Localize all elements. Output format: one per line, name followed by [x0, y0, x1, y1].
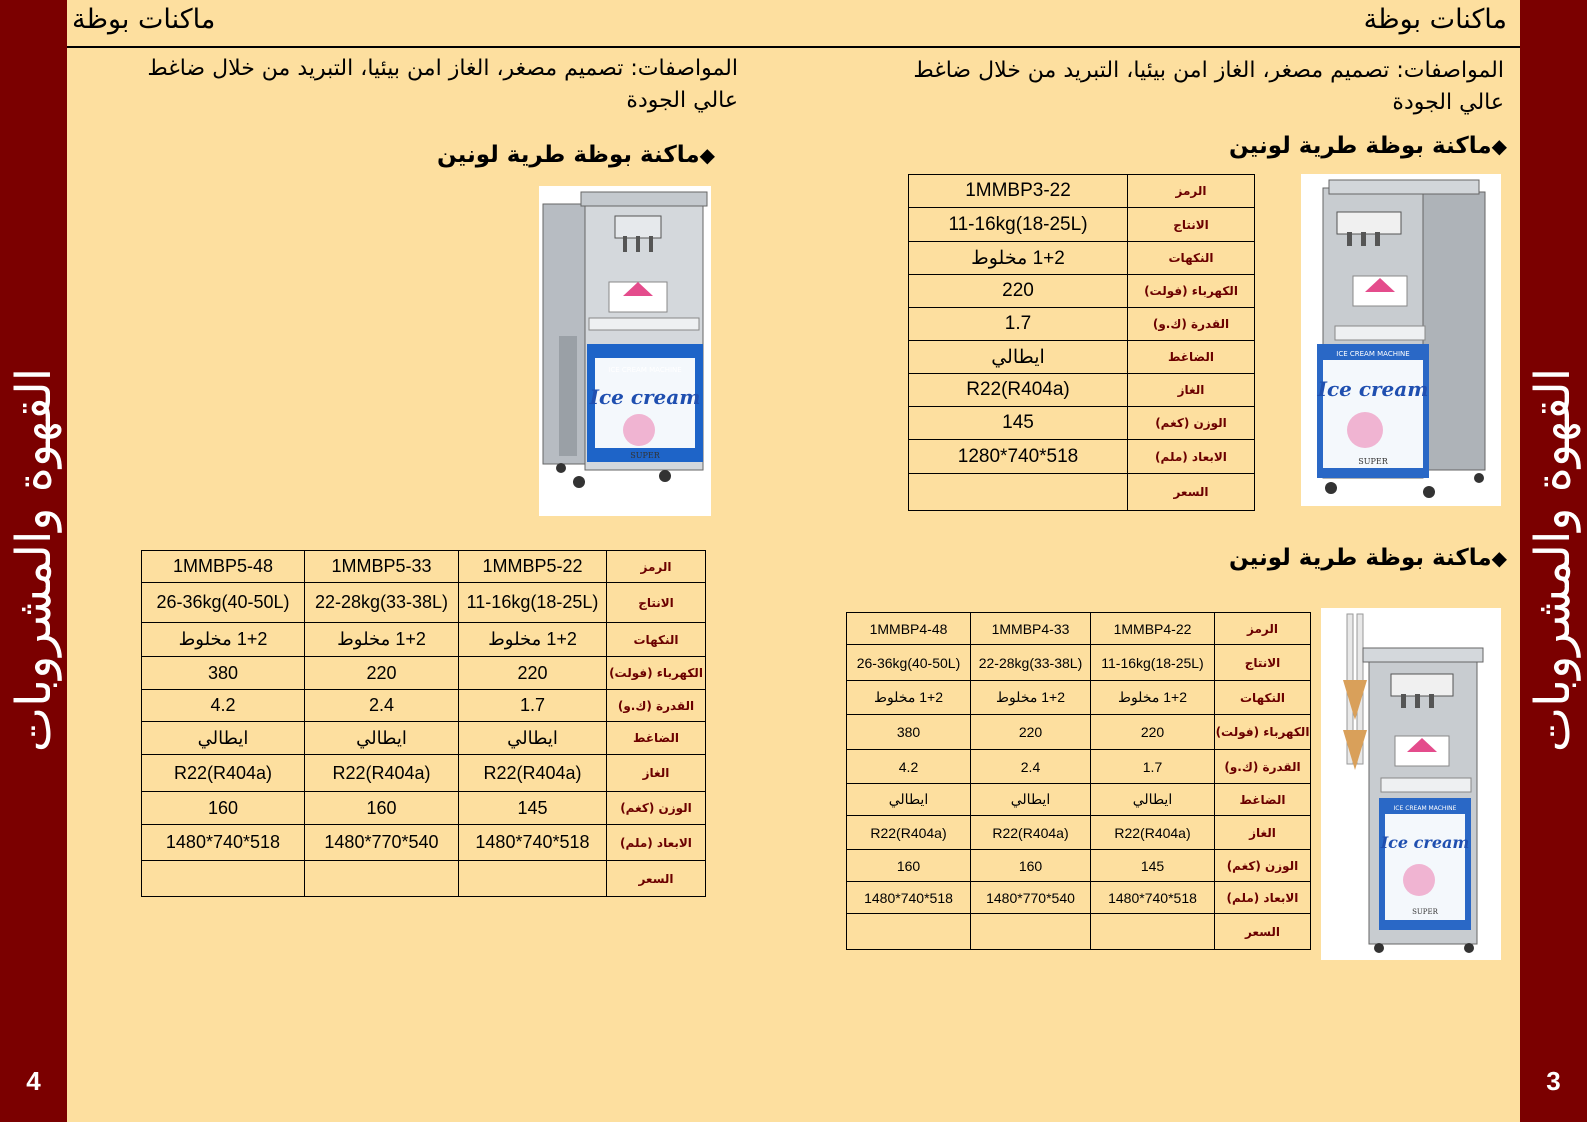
spec-table-bp4 [846, 612, 1311, 950]
header-rule [67, 46, 1520, 48]
table-cell: 518*740*1280 [909, 440, 1128, 474]
row-label: الابعاد (ملم) [607, 825, 706, 861]
product-image-bp5 [539, 186, 711, 516]
table-cell [1091, 914, 1215, 950]
table-cell: ايطالي [971, 784, 1091, 816]
table-row [909, 308, 1255, 341]
table-row [142, 551, 706, 583]
row-label: النكهات [1215, 681, 1311, 715]
table-cell: ايطالي [1091, 784, 1215, 816]
row-label: الكهرباء (فولت) [607, 657, 706, 690]
table-cell: 11-16kg(18-25L) [459, 583, 607, 623]
table-cell: ايطالي [459, 722, 607, 755]
table-row [909, 474, 1255, 511]
ice-cream-machine-icon [1321, 608, 1501, 960]
table-cell: R22(R404a) [142, 755, 305, 792]
spec-text-left: المواصفات: تصميم مصغر، الغاز امن بيئيا، التبريد من خلال ضاغط عالي الجودة [147, 56, 738, 113]
row-label: الضاغط [607, 722, 706, 755]
table-cell: 4.2 [142, 690, 305, 722]
row-label: الوزن (كغم) [1128, 407, 1255, 440]
header-title-right: ماكنات بوظة [1363, 4, 1507, 35]
row-label: الغاز [607, 755, 706, 792]
header-title-left: ماكنات بوظة [72, 4, 216, 35]
table-cell: 22-28kg(33-38L) [305, 583, 459, 623]
table-cell: 1+2 مخلوط [1091, 681, 1215, 715]
table-cell: 1+2 مخلوط [847, 681, 971, 715]
svg-text:SUPER: SUPER [1358, 457, 1388, 466]
table-cell: 1+2 مخلوط [971, 681, 1091, 715]
diamond-icon: ◆ [1491, 134, 1507, 158]
table-cell: ايطالي [909, 341, 1128, 374]
table-cell: R22(R404a) [847, 816, 971, 850]
table-cell: 1+2 مخلوط [459, 623, 607, 657]
table-cell: ايطالي [305, 722, 459, 755]
table-cell: R22(R404a) [459, 755, 607, 792]
page-number-left: 4 [26, 1066, 41, 1096]
svg-text:Ice cream: Ice cream [1380, 833, 1470, 852]
table-cell: 220 [459, 657, 607, 690]
spec-text-right: المواصفات: تصميم مصغر، الغاز امن بيئيا، التبريد من خلال ضاغط عالي الجودة [913, 58, 1504, 115]
row-label: القدرة (ك.و) [607, 690, 706, 722]
row-label: السعر [607, 861, 706, 897]
diamond-icon: ◆ [699, 143, 715, 167]
table-cell: R22(R404a) [305, 755, 459, 792]
section-title-left: ◆ماكنة بوظة طرية لونين [436, 142, 715, 168]
table-cell: 1.7 [459, 690, 607, 722]
ice-cream-machine-icon [539, 186, 711, 516]
table-cell: 518*740*1480 [1091, 882, 1215, 914]
table-cell: 22-28kg(33-38L) [971, 645, 1091, 681]
table-cell: 518*740*1480 [142, 825, 305, 861]
table-cell [971, 914, 1091, 950]
table-cell: R22(R404a) [1091, 816, 1215, 850]
table-cell: 540*770*1480 [305, 825, 459, 861]
table-cell: 2.4 [305, 690, 459, 722]
table-cell: R22(R404a) [971, 816, 1091, 850]
svg-text:Ice cream: Ice cream [1317, 377, 1429, 401]
table-row [142, 722, 706, 755]
table-cell: 160 [847, 850, 971, 882]
row-label: الانتاج [1128, 208, 1255, 242]
table-row [909, 407, 1255, 440]
table-cell: 160 [305, 792, 459, 825]
row-label: الضاغط [1215, 784, 1311, 816]
table-row [847, 681, 1311, 715]
table-cell: 1MMBP3-22 [909, 175, 1128, 208]
product-image-bp4 [1321, 608, 1501, 960]
row-label: الرمز [1215, 613, 1311, 645]
table-cell: 1.7 [1091, 750, 1215, 784]
row-label: الرمز [607, 551, 706, 583]
table-cell: 220 [1091, 715, 1215, 750]
diamond-icon: ◆ [1491, 546, 1507, 570]
svg-text:ICE CREAM MACHINE: ICE CREAM MACHINE [1336, 350, 1410, 358]
table-row [847, 784, 1311, 816]
table-cell [847, 914, 971, 950]
table-cell: 160 [142, 792, 305, 825]
table-cell: 1MMBP4-48 [847, 613, 971, 645]
svg-text:ICE CREAM MACHINE: ICE CREAM MACHINE [1393, 805, 1457, 812]
table-cell: 160 [971, 850, 1091, 882]
table-row [847, 816, 1311, 850]
table-cell: 26-36kg(40-50L) [847, 645, 971, 681]
section-title-right-top: ◆ماكنة بوظة طرية لونين [1228, 133, 1507, 159]
table-cell: ايطالي [142, 722, 305, 755]
table-cell: 1MMBP5-22 [459, 551, 607, 583]
table-row [909, 275, 1255, 308]
table-cell: 220 [971, 715, 1091, 750]
spec-table-bp5 [141, 550, 706, 897]
row-label: النكهات [1128, 242, 1255, 275]
row-label: الكهرباء (فولت) [1215, 715, 1311, 750]
table-cell: 518*740*1480 [847, 882, 971, 914]
section-title-right-bottom: ◆ماكنة بوظة طرية لونين [1228, 545, 1507, 571]
svg-text:Ice cream: Ice cream [589, 385, 701, 409]
table-row [909, 242, 1255, 275]
row-label: القدرة (ك.و) [1128, 308, 1255, 341]
table-cell: 2.4 [971, 750, 1091, 784]
table-row [909, 208, 1255, 242]
table-cell: ايطالي [847, 784, 971, 816]
row-label: الانتاج [607, 583, 706, 623]
table-cell: 1+2 مخلوط [305, 623, 459, 657]
row-label: السعر [1128, 474, 1255, 511]
table-cell: 4.2 [847, 750, 971, 784]
row-label: الوزن (كغم) [1215, 850, 1311, 882]
table-cell: 540*770*1480 [971, 882, 1091, 914]
table-row [142, 861, 706, 897]
table-row [847, 850, 1311, 882]
table-row [142, 623, 706, 657]
row-label: الضاغط [1128, 341, 1255, 374]
table-cell: 11-16kg(18-25L) [909, 208, 1128, 242]
table-cell: 145 [1091, 850, 1215, 882]
table-cell [305, 861, 459, 897]
svg-text:ICE CREAM MACHINE: ICE CREAM MACHINE [608, 366, 682, 374]
table-row [909, 341, 1255, 374]
table-row [142, 792, 706, 825]
table-cell: 26-36kg(40-50L) [142, 583, 305, 623]
table-row [847, 882, 1311, 914]
table-cell: R22(R404a) [909, 374, 1128, 407]
table-cell: 518*740*1480 [459, 825, 607, 861]
table-cell: 380 [142, 657, 305, 690]
table-cell: 1.7 [909, 308, 1128, 341]
row-label: الوزن (كغم) [607, 792, 706, 825]
table-row [909, 175, 1255, 208]
spec-table-bp3 [908, 174, 1255, 511]
table-row [847, 645, 1311, 681]
product-image-bp3 [1301, 174, 1501, 506]
table-cell: 1MMBP4-22 [1091, 613, 1215, 645]
table-cell: 145 [459, 792, 607, 825]
ice-cream-machine-icon [1301, 174, 1501, 506]
table-cell [909, 474, 1128, 511]
row-label: السعر [1215, 914, 1311, 950]
table-row [142, 583, 706, 623]
table-cell: 11-16kg(18-25L) [1091, 645, 1215, 681]
table-row [142, 690, 706, 722]
table-row [847, 750, 1311, 784]
table-cell: 1+2 مخلوط [142, 623, 305, 657]
table-cell: 220 [909, 275, 1128, 308]
row-label: النكهات [607, 623, 706, 657]
table-cell: 1+2 مخلوط [909, 242, 1128, 275]
table-cell: 380 [847, 715, 971, 750]
row-label: الابعاد (ملم) [1215, 882, 1311, 914]
table-cell: 1MMBP4-33 [971, 613, 1091, 645]
row-label: الغاز [1128, 374, 1255, 407]
table-cell [459, 861, 607, 897]
table-row [909, 440, 1255, 474]
table-row [909, 374, 1255, 407]
page-number-right: 3 [1546, 1066, 1561, 1096]
table-cell: 145 [909, 407, 1128, 440]
table-cell: 220 [305, 657, 459, 690]
row-label: الغاز [1215, 816, 1311, 850]
table-cell: 1MMBP5-48 [142, 551, 305, 583]
table-cell [142, 861, 305, 897]
svg-text:SUPER: SUPER [1412, 908, 1438, 916]
table-row [847, 715, 1311, 750]
table-row [142, 755, 706, 792]
table-row [847, 613, 1311, 645]
row-label: الرمز [1128, 175, 1255, 208]
row-label: الانتاج [1215, 645, 1311, 681]
row-label: الكهرباء (فولت) [1128, 275, 1255, 308]
svg-text:SUPER: SUPER [630, 451, 660, 460]
row-label: الابعاد (ملم) [1128, 440, 1255, 474]
table-row [142, 825, 706, 861]
table-row [847, 914, 1311, 950]
table-row [142, 657, 706, 690]
table-cell: 1MMBP5-33 [305, 551, 459, 583]
row-label: القدرة (ك.و) [1215, 750, 1311, 784]
